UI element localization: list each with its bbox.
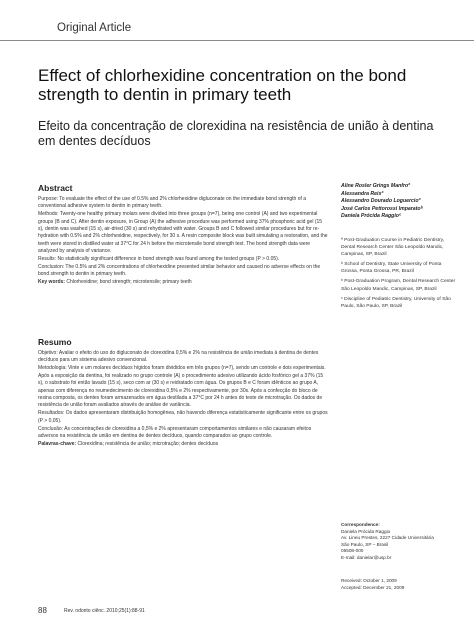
author-name: José Carlos Pettorossi Imparatoᵇ xyxy=(341,205,423,212)
affiliation-list xyxy=(341,237,456,313)
correspondence-line: Daniela Prócida Raggio xyxy=(341,528,391,534)
resumo-heading: Resumo xyxy=(38,337,72,347)
author-name: Alessandro Dourado Loguercioª xyxy=(341,198,421,205)
correspondence-email: E-mail: danielar@usp.br xyxy=(341,554,392,560)
page-number: 88 xyxy=(38,606,47,615)
abstract-conclusion: Conclusion: The 0.5% and 2% concentrations of chlorhexidine presented similar behavior and caused no adverse effects on the bond strength to dentin in primary teeth. xyxy=(38,263,321,278)
abstract-body xyxy=(38,196,328,287)
abstract-keywords xyxy=(38,279,328,286)
affiliation: ᶜ Discipline of Pediatric Dentistry, University of São Paulo, São Paulo, SP, Brazil xyxy=(341,296,451,309)
abstract-heading: Abstract xyxy=(38,183,73,193)
affiliation: ᵇ School of Dentistry, State University of Ponta Grossa, Ponta Grossa, PR, Brazil xyxy=(341,262,442,275)
author-list xyxy=(341,183,461,221)
keywords-text: Chlorhexidine; bond strength; microtensile; primary teeth xyxy=(64,279,192,286)
received-date: Received: October 1, 2009 xyxy=(341,578,397,583)
abstract-purpose: Purpose: To evaluate the effect of the use of 0.5% and 2% chlorhexidine digluconate on the immediate bond strength of a conventional adhesive system to dentin in primary teeth. xyxy=(38,196,307,210)
journal-citation: Rev. odonto ciênc. 2010;25(1):88-91 xyxy=(64,608,145,614)
resumo-conclusao: Conclusão: As concentrações de clorexidina a 0,5% e 2% apresentaram comportamentos similares e não causaram efeitos adversos na resistência de união em dentina de dentes decíduos, quando comparados ao grupo controle. xyxy=(38,425,312,440)
article-title: Effect of chlorhexidine concentration on the bond strength to dentin in primary teeth xyxy=(38,66,407,104)
accepted-date: Accepted: December 21, 2009 xyxy=(341,584,405,590)
palavras-chave-text: Clorexidina; resistência de união; microtração; dentes decíduos xyxy=(76,441,219,448)
correspondence-heading: Correspondence: xyxy=(341,522,380,527)
abstract-methods: Methods: Twenty-one healthy primary molars were divided into three groups (n=7), being one control (A) and two experimental groups (B and C). After dentin exposure, in Group (A) the adhesive procedure was performed using 37% phosphoric acid gel (15 s), dentin was washed (15 s), air-dried (30 s) and rehydrated with water. Groups B and C followed similar procedures but for re-hydration with 0.5% and 2% chlorhexidine, respectively, for 30 s. A resin composite block was built simulating a restoration, and the teeth were stored in distilled water at 37°C for 24 h before the microtensile bond strength test. The bond strength data were analyzed by analysis of variance. xyxy=(38,211,328,254)
author-name: Alessandra Reisª xyxy=(341,190,384,197)
header-bar xyxy=(0,0,474,41)
dates-block xyxy=(341,578,456,591)
palavras-chave-label: Palavras-chave: xyxy=(38,441,77,448)
correspondence-line: 05508-000 xyxy=(341,548,364,554)
affiliation: ª Post-Graduation Course in Pediatric Dentistry, Dental Research Center São Leopoldo Mandic, Campinas, SP, Brazil xyxy=(341,238,445,258)
resumo-body xyxy=(38,350,328,449)
author-name: Aline Rosler Grings Manfroª xyxy=(341,183,411,189)
affiliation: ᵇ Post-Graduation Program, Dental Research Center São Leopoldo Mandic, Campinas, SP, Brazil xyxy=(341,279,456,292)
resumo-objetivo: Objetivo: Avaliar o efeito do uso do digluconato de clorexidina 0,5% e 2% na resistência de união imediata à dentina de dentes decíduos para um sistema adesivo convencional. xyxy=(38,350,319,364)
author-name: Daniela Prócida Raggioᶜ xyxy=(341,213,402,220)
article-type-label: Original Article xyxy=(57,22,132,34)
resumo-keywords xyxy=(38,441,328,448)
correspondence-line: Av. Lineu Prestes, 2227 Cidade Universitária xyxy=(341,535,434,541)
resumo-metodologia: Metodologia: Vinte e um molares decíduos hígidos foram divididos em três grupos (n=7), sendo um controle e dois experimentais. Após a exposição da dentina, foi realizado no grupo controle (A) o procedimento adesivo utilizando ácido fosfórico gel a 37% (15 s), o substrato foi então lavado (15 s), seco com ar (30 s) e reidratado com água. Os grupos B e C foram idênticos ao grupo A, apenas com diferença no reumedecimento de clorexidina 0,5% e 2% respectivamente, por 30s. Após a confecção do bloco de resina composta, os dentes foram armazenados em água destilada a 37°C por 24 h antes do teste de microtração. Os dados de resistência de união foram avaliados através de análise de variância. xyxy=(38,365,326,409)
correspondence-line: São Paulo, SP – Brasil xyxy=(341,541,389,547)
abstract-results: Results: No statistically significant difference in bond strength was found among the tested groups (P > 0.05). xyxy=(38,255,280,262)
keywords-label: Key words: xyxy=(38,279,65,286)
article-title-portuguese: Efeito da concentração de clorexidina na resistência de união à dentina em dentes decíduos xyxy=(38,119,434,148)
resumo-resultados: Resultados: Os dados apresentaram distribuição homogênea, não havendo diferença estatisticamente significante entre os grupos (P > 0,05). xyxy=(38,410,328,424)
correspondence-block xyxy=(341,522,456,562)
